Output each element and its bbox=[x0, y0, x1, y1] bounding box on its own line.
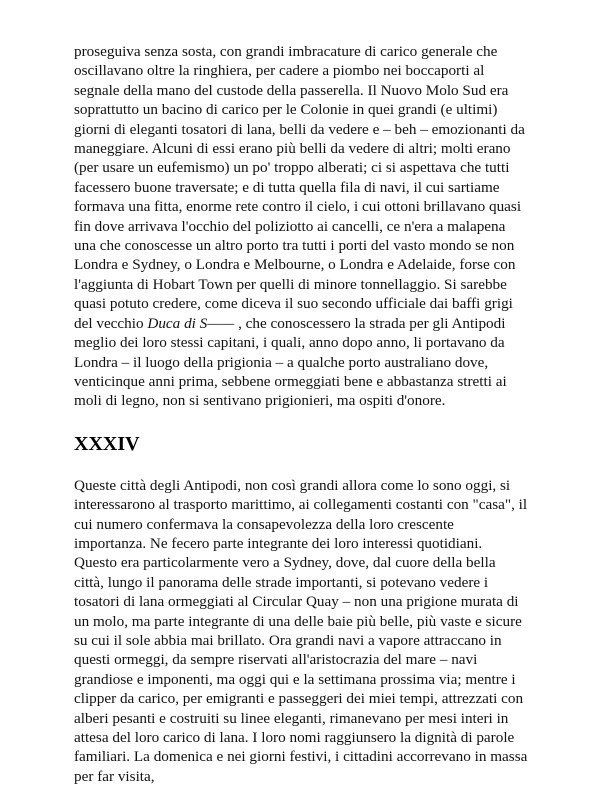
paragraph-text: proseguiva senza sosta, con grandi imbracature di carico generale che oscillavano oltre la ringhiera, per cadere a piombo nei boccaporti al segnale della mano del custode della passerella. Il Nuovo Molo Sud era soprattutto un bacino di carico per le Colonie in quei grandi (e ultimi) giorni di eleganti tosatori di lana, belli da vedere e – beh – emozionanti da maneggiare. Alcuni di essi erano più belli da vedere di altri; molti erano (per usare un eufemismo) un po' troppo alberati; ci si aspettava che tutti facessero buone traversate; e di tutta quella fila di navi, il cui sartiame formava una fitta, enorme rete contro il cielo, i cui ottoni brillavano quasi fin dove arrivava l'occhio del poliziotto ai cancelli, ce n'era a malapena una che conoscesse un altro porto tra tutti i porti del vasto mondo se non Londra e Sydney, o Londra e Melbourne, o Londra e Adelaide, forse con l'aggiunta di Hobart Town per quelli di minore tonnellaggio. Si sarebbe quasi potuto credere, come diceva il suo secondo ufficiale dai baffi grigi del vecchio bbox=[74, 43, 525, 332]
paragraph: Queste città degli Antipodi, non così grandi allora come lo sono oggi, si interessarono al trasporto marittimo, ai collegamenti costanti con "casa", il cui numero confermava la consapevolezza della loro crescente importanza. Ne fecero parte integrante dei loro interessi quotidiani. Questo era particolarmente vero a Sydney, dove, dal cuore della bella città, lungo il panorama delle strade importanti, si potevano vedere i tosatori di lana ormeggiati al Circular Quay – non una prigione murata di un molo, ma parte integrante di una delle baie più belle, più vaste e sicure su cui il sole abbia mai brillato. Ora grandi navi a vapore attraccano in questi ormeggi, da sempre riservati all'aristocrazia del mare – navi grandiose e imponenti, ma oggi qui e la settimana prossima via; mentre i clipper da carico, per emigranti e passeggeri dei miei tempi, attrezzati con alberi pesanti e costruiti su linee eleganti, rimanevano per mesi interi in attesa del loro carico di lana. I loro nomi raggiunsero la dignità di parole familiari. La domenica e nei giorni festivi, i cittadini accorrevano in massa per far visita, bbox=[74, 476, 528, 785]
chapter-heading: XXXIV bbox=[74, 432, 140, 455]
paragraph-text-continued: , che conoscessero la strada per gli Antipodi meglio dei loro stessi capitani, i quali, anno dopo anno, li portavano da Londra – il luogo della prigionia – a qualche porto australiano dove, venticinque anni prima, sebbene ormeggiati bene e abbastanza stretti ai moli di legno, non si sentivano prigionieri, ma ospiti d'onore. bbox=[74, 314, 507, 410]
ship-name-italic: Duca di S—— bbox=[147, 314, 235, 332]
paragraph bbox=[74, 42, 528, 411]
document-page bbox=[74, 42, 528, 786]
